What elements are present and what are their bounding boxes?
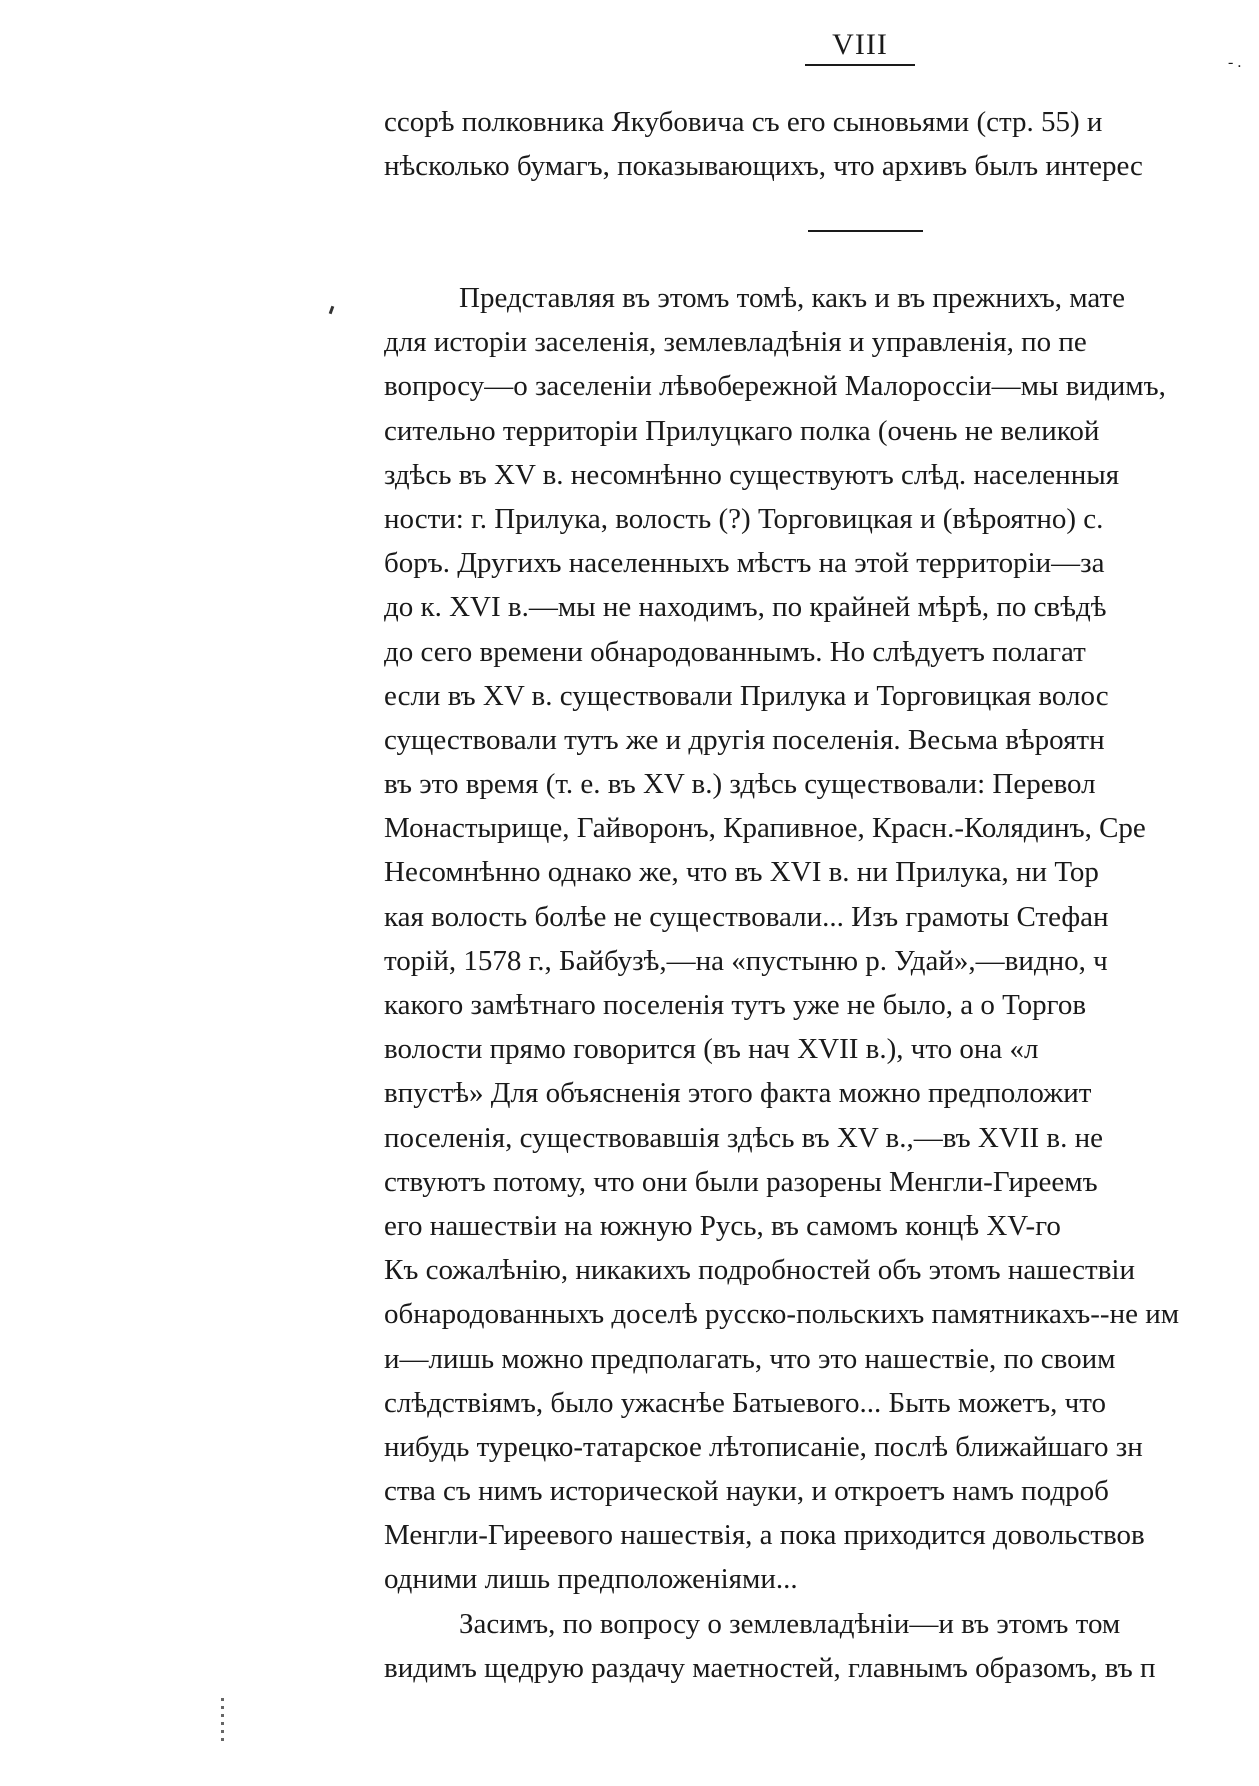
text-line: слѣдствіямъ, было ужаснѣе Батыевого... Быть можетъ, что	[384, 1386, 1107, 1419]
text-line: ности: г. Прилука, волость (?) Торговицкая и (вѣроятно) с.	[384, 502, 1104, 535]
text-line: видимъ щедрую раздачу маетностей, главнымъ образомъ, въ п	[384, 1651, 1156, 1684]
text-line: ствуютъ потому, что они были разорены Менгли-Гиреемъ	[384, 1165, 1098, 1198]
text-line: и—лишь можно предполагать, что это нашествіе, по своим	[384, 1342, 1116, 1375]
corner-mark: - .	[1228, 54, 1242, 71]
margin-dotted-mark	[221, 1698, 224, 1744]
main-paragraph	[384, 276, 1259, 1690]
text-line: его нашествіи на южную Русь, въ самомъ концѣ XV-го	[384, 1209, 1061, 1242]
text-line: нѣсколько бумагъ, показывающихъ, что архивъ былъ интерес	[384, 150, 1143, 183]
text-line: ства съ нимъ исторической науки, и откроетъ намъ подроб	[384, 1475, 1109, 1508]
text-line: обнародованныхъ доселѣ русско-польскихъ памятникахъ--не им	[384, 1298, 1180, 1331]
text-line: Къ сожалѣнію, никакихъ подробностей объ этомъ нашествіи	[384, 1254, 1135, 1287]
text-line: Засимъ, по вопросу о землевладѣніи—и въ этомъ том	[459, 1607, 1121, 1640]
text-line: если въ XV в. существовали Прилука и Торговицкая волос	[384, 679, 1109, 712]
text-line: одними лишь предположеніями...	[384, 1563, 798, 1596]
text-line: здѣсь въ XV в. несомнѣнно существуютъ слѣд. населенныя	[384, 458, 1120, 491]
text-line: какого замѣтнаго поселенія тутъ уже не было, а о Торгов	[384, 989, 1087, 1021]
text-line: въ это время (т. е. въ XV в.) здѣсь существовали: Перевол	[384, 768, 1096, 801]
text-line: Менгли-Гиреевого нашествія, а пока приходится довольствов	[384, 1519, 1145, 1552]
text-line: боръ. Другихъ населенныхъ мѣстъ на этой территоріи—за	[384, 547, 1105, 580]
text-line: поселенія, существовавшія здѣсь въ XV в.,—въ XVII в. не	[384, 1121, 1103, 1154]
page-number-underline	[805, 64, 915, 66]
text-line: торій, 1578 г., Байбузѣ,—на «пустыню р. Удай»,—видно, ч	[384, 944, 1108, 977]
text-line: ссорѣ полковника Якубовича съ его сыновьями (стр. 55) и	[384, 106, 1103, 138]
text-line: впустѣ» Для объясненія этого факта можно предположит	[384, 1077, 1092, 1110]
section-separator	[808, 230, 923, 232]
text-line: Монастырище, Гайворонъ, Крапивное, Красн.-Колядинъ, Сре	[384, 812, 1146, 845]
text-line: Представляя въ этомъ томѣ, какъ и въ прежнихъ, мате	[459, 282, 1126, 314]
text-line: нибудь турецко-татарское лѣтописаніе, послѣ ближайшаго зн	[384, 1430, 1143, 1463]
text-line: Несомнѣнно однако же, что въ XVI в. ни Прилука, ни Тор	[384, 856, 1099, 889]
page-number: VIII	[832, 28, 888, 61]
text-line: кая волость болѣе не существовали... Изъ грамоты Стефан	[384, 900, 1109, 933]
text-line: сительно территоріи Прилуцкаго полка (очень не великой	[384, 414, 1100, 447]
text-line: для исторіи заселенія, землевладѣнія и управленія, по пе	[384, 326, 1087, 359]
text-line: до сего времени обнародованнымъ. Но слѣдуетъ полагат	[384, 635, 1086, 668]
text-line: существовали тутъ же и другія поселенія. Весьма вѣроятн	[384, 723, 1105, 756]
stray-ink-mark	[329, 306, 335, 315]
text-line: волости прямо говорится (въ нач XVII в.), что она «л	[384, 1033, 1039, 1066]
text-line: до к. XVI в.—мы не находимъ, по крайней мѣрѣ, по свѣдѣ	[384, 591, 1107, 624]
top-paragraph	[384, 100, 1259, 188]
text-line: вопросу—о заселеніи лѣвобережной Малороссіи—мы видимъ,	[384, 370, 1166, 403]
